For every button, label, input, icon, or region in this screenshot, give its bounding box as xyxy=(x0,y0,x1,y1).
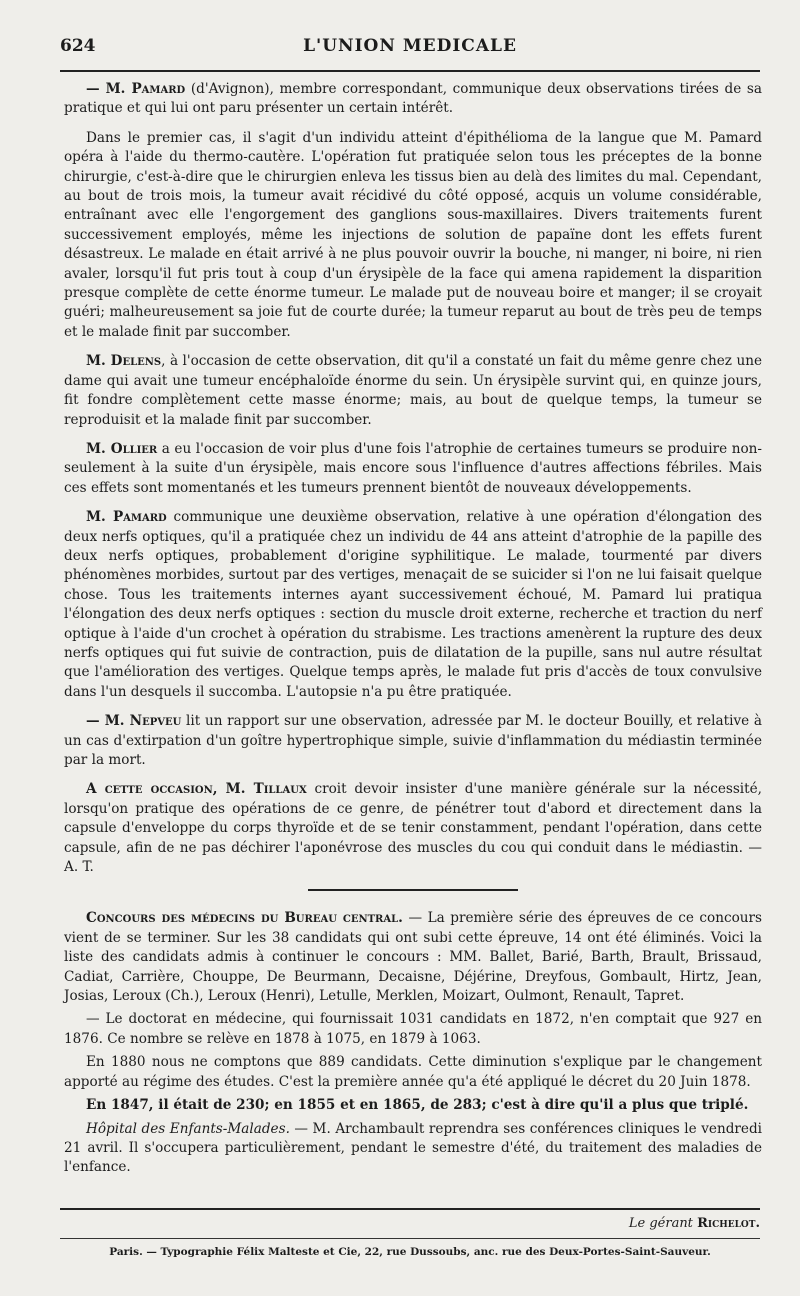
speaker-name: M. Delens xyxy=(86,353,162,370)
printer-imprint: Paris. — Typographie Félix Malteste et Cie, 22, rue Dussoubs, anc. rue des Deux-Portes-Saint-Sauveur. xyxy=(109,1246,711,1258)
paragraph-tillaux xyxy=(64,780,762,877)
news-text: En 1880 nous ne comptons que 889 candidats. Cette diminution s'explique par le changement apporté au régime des études. C'est la première année qu'a été appliqué le décret du 20 Juin 1878. xyxy=(64,1054,762,1090)
paragraph-pamard-second-case xyxy=(64,508,762,702)
news-text: — M. Archambault reprendra ses conférences cliniques le vendredi 21 avril. Il s'occupera particulièrement, pendant le semestre d'été, du traitement des maladies de l'enfance. xyxy=(64,1120,762,1176)
header-rule xyxy=(60,70,760,72)
news-concours xyxy=(64,909,762,1006)
news-doctorat-3 xyxy=(64,1096,762,1115)
running-title: L'UNION MEDICALE xyxy=(303,36,517,56)
imprint-rule xyxy=(60,1238,760,1239)
paragraph-text: (d'Avignon), membre correspondant, communique deux observations tirées de sa pratique et qui lui ont paru présenter un certain intérêt. xyxy=(64,81,762,117)
news-heading: Concours des médecins du Bureau central. xyxy=(86,910,403,927)
paragraph-pamard-intro xyxy=(64,80,762,119)
speaker-name: M. Ollier xyxy=(86,440,158,457)
news-hopital-enfants xyxy=(64,1120,762,1178)
paragraph-text: , à l'occasion de cette observation, dit qu'il a constaté un fait du même genre chez une dame qui avait une tumeur encéphaloïde énorme du sein. Un érysipèle survint qui, en quinze jours, fit fondre complètement cette masse énorme; mais, au bout de quelque temps, la tumeur se reproduisit et la malade finit par succomber. xyxy=(64,353,762,428)
speaker-name: — M. Nepveu xyxy=(86,713,182,730)
article-body xyxy=(64,80,762,1182)
page-number: 624 xyxy=(60,36,96,56)
news-doctorat-1 xyxy=(64,1010,762,1049)
speaker-name: — M. Pamard xyxy=(86,81,186,97)
news-doctorat-2 xyxy=(64,1053,762,1092)
signature-name: Richelot. xyxy=(697,1216,760,1231)
paragraph-nepveu xyxy=(64,712,762,770)
paragraph-text: a eu l'occasion de voir plus d'une fois l'atrophie de certaines tumeurs se produire non-seulement à la suite d'un érysipèle, mais encore sous l'influence d'autres affections fébriles. Mais ces effets sont momentanés et les tumeurs prennent bientôt de nouveaux développements. xyxy=(64,440,762,496)
section-divider xyxy=(308,889,518,891)
paragraph-pamard-first-case xyxy=(64,129,762,342)
paragraph-text: Dans le premier cas, il s'agit d'un individu atteint d'épithélioma de la langue que M. Pamard opéra à l'aide du thermo-cautère. L'opération fut pratiquée selon tous les préceptes de la bonne chirurgie, c'est-à-dire que le chirurgien enleva les tissus bien au delà des limites du mal. Cependant, au bout de trois mois, la tumeur avait récidivé du côté opposé, acquis un volume considérable, entraînant avec elle l'engorgement des ganglions sous-maxillaires. Divers traitements furent successivement employés, même les injections de solution de papaïne dont les effets furent désastreux. Le malade en était arrivé à ne plus pouvoir ouvrir la bouche, ni manger, ni boire, ni rien avaler, lorsqu'il fut pris tout à coup d'un érysipèle de la face qui amena rapidement la disparition presque complète de cette énorme tumeur. Le malade put de nouveau boire et manger; il se croyait guéri; malheureusement sa joie fut de courte durée; la tumeur reparut au bout de très peu de temps et le malade finit par succomber. xyxy=(64,129,762,340)
paragraph-ollier xyxy=(64,440,762,498)
paragraph-text: communique une deuxième observation, relative à une opération d'élongation des deux nerfs optiques, qu'il a pratiquée chez un individu de 44 ans atteint d'atrophie de la papille des deux nerfs optiques, probablement d'origine syphilitique. Le malade, tourmenté par divers phénomènes morbides, surtout par des vertiges, menaçait de se suicider si l'on ne lui faisait quelque chose. Tous les traitements internes ayant successivement échoué, M. Pamard lui pratiqua l'élongation des deux nerfs optiques : section du muscle droit externe, recherche et traction du nerf optique à l'aide d'un crochet à opération du strabisme. Les tractions amenèrent la rupture des deux nerfs optiques qui fut suivie de contraction, puis de dilatation de la pupille, sans nul autre résultat que l'amélioration des vertiges. Quelque temps après, le malade fut pris d'accès de toux convulsive dans l'un desquels il succomba. L'autopsie n'a pu être pratiquée. xyxy=(64,509,762,700)
signature-label: Le gérant xyxy=(628,1216,693,1231)
speaker-name: A cette occasion, M. Tillaux xyxy=(86,781,307,798)
paragraph-text: croit devoir insister d'une manière générale sur la nécessité, lorsqu'on pratique des opérations de ce genre, de pénétrer tout d'abord et directement dans la capsule d'enveloppe du corps thyroïde et de se tenir constamment, pendant l'opération, dans cette capsule, afin de ne pas déchirer l'aponévrose des muscles du cou qui conduit dans le médiastin. — A. T. xyxy=(64,781,762,876)
news-heading: Hôpital des Enfants-Malades. xyxy=(86,1120,290,1137)
page-header xyxy=(60,36,760,66)
news-text: — La première série des épreuves de ce concours vient de se terminer. Sur les 38 candidats qui ont subi cette épreuve, 14 ont été éliminés. Voici la liste des candidats admis à continuer le concours : MM. Ballet, Barié, Barth, Brault, Brissaud, Cadiat, Carrière, Chouppe, De Beurmann, Decaisne, Déjérine, Dreyfous, Gombault, Hirtz, Jean, Josias, Leroux (Ch.), Leroux (Henri), Letulle, Merklen, Moizart, Oulmont, Renault, Tapret. xyxy=(64,910,762,1005)
speaker-name: M. Pamard xyxy=(86,509,167,526)
news-text: — Le doctorat en médecine, qui fournissait 1031 candidats en 1872, n'en comptait que 927 en 1876. Ce nombre se relève en 1878 à 1075, en 1879 à 1063. xyxy=(64,1011,762,1047)
signature xyxy=(629,1216,760,1231)
paragraph-delens xyxy=(64,352,762,430)
footer-rule xyxy=(60,1208,760,1210)
news-text: En 1847, il était de 230; en 1855 et en 1865, de 283; c'est à dire qu'il a plus que triplé. xyxy=(86,1097,749,1114)
paragraph-text: lit un rapport sur une observation, adressée par M. le docteur Bouilly, et relative à un cas d'extirpation d'un goître hypertrophique simple, suivie d'inflammation du médiastin terminée par la mort. xyxy=(64,713,762,768)
